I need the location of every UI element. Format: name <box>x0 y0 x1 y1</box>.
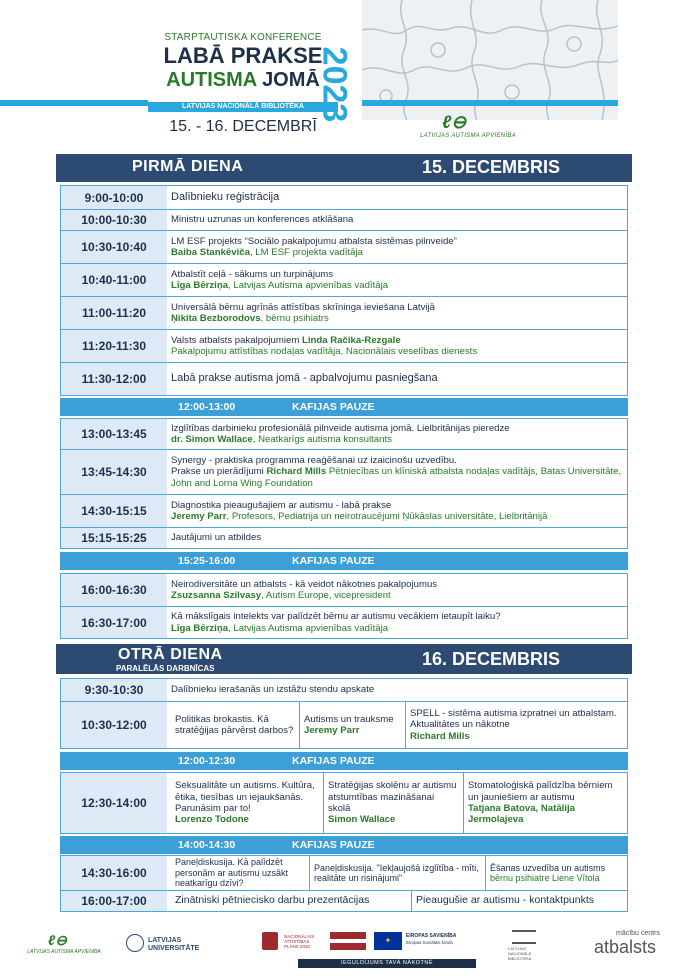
session-title: Zinātniski pētniecisko darbu prezentācijas <box>175 894 370 907</box>
title-dark-word: JOMĀ <box>262 69 320 91</box>
row-content <box>171 186 623 209</box>
session-cell <box>411 891 627 911</box>
laa-logo-top <box>416 112 520 146</box>
row-speaker <box>171 590 623 601</box>
row-content <box>171 210 623 230</box>
conference-year <box>312 32 356 136</box>
lnb-building-icon <box>512 930 536 944</box>
schedule-row <box>60 890 628 912</box>
conference-dates: 15. - 16. DECEMBRĪ <box>169 118 317 135</box>
schedule-row <box>60 606 628 639</box>
footer-laa-logo <box>22 930 106 960</box>
lu-logo-text: LATVIJAS UNIVERSITĀTE <box>148 937 200 952</box>
session-speaker: Jeremy Parr <box>304 725 360 736</box>
row-title: Universālā bērnu agrīnās attīstības skrīninga ieviešana Latvijā <box>171 301 435 313</box>
speaker-role: , Latvijas Autisma apvienības vadītāja <box>228 622 389 634</box>
day1-bar <box>56 154 632 182</box>
row-title: Kā mākslīgais intelekts var palīdzēt bērnu ar autismu vecākiem ietaupīt laiku? <box>171 611 501 623</box>
row-time: 10:40-11:00 <box>61 264 167 296</box>
row-title: Synergy - praktiska programma reaģēšanai uz izaicinošu uzvedību. <box>171 454 457 466</box>
session-title: Paneļdiskusija. Kā palīdzēt personām ar autismu uzsākt neatkarīgu dzīvi? <box>175 857 289 889</box>
row-time: 9:30-10:30 <box>61 679 167 701</box>
row-time: 10:00-10:30 <box>61 210 167 230</box>
session-title: Ēšanas uzvedība un autisms <box>490 862 606 873</box>
coffee-break <box>60 398 628 416</box>
speaker-name: Līga Bērziņa <box>171 280 229 291</box>
break-time: 14:00-14:30 <box>178 839 236 851</box>
lu-seal-icon <box>126 934 144 952</box>
schedule-row <box>60 296 628 330</box>
session-cell <box>171 773 323 833</box>
schedule-row <box>60 772 628 834</box>
schedule-row <box>60 418 628 450</box>
speaker-role: , Latvijas Autisma apvienības vadītāja <box>228 280 389 291</box>
row-title: Labā prakse autisma jomā - apbalvojumu pasniegšana <box>171 372 438 385</box>
row-title: Jautājumi un atbildes <box>171 532 262 544</box>
schedule-row <box>60 263 628 297</box>
row-title: Izglītības darbinieku profesionālā pilnveide autisma jomā. Lielbritānijas pieredze <box>171 422 510 434</box>
row-speaker <box>171 511 623 522</box>
lnb-text: LATVIJAS NACIONĀLĀ BIBLIOTĒKA <box>508 946 532 961</box>
row-title <box>171 335 623 346</box>
speaker-name: dr. Simon Wallace <box>171 434 253 445</box>
day2-date: 16. DECEMBRIS <box>422 649 561 669</box>
row-content <box>171 528 623 548</box>
row-time: 10:30-12:00 <box>61 702 167 748</box>
speaker-role: , bērnu psihiatrs <box>260 313 329 324</box>
session-title: Autisms un trauksme <box>304 713 394 725</box>
row-title: Atbalstīt ceļā - sākums un turpinājums <box>171 268 334 280</box>
break-label: KAFIJAS PAUZE <box>292 839 375 851</box>
speaker-name: Richard Mills <box>266 466 327 478</box>
row-time: 14:30-16:00 <box>61 856 167 890</box>
schedule-row <box>60 573 628 607</box>
library-label: LATVIJAS NACIONĀLĀ BIBLIOTĒKA <box>148 102 338 112</box>
break-label: KAFIJAS PAUZE <box>292 401 375 413</box>
row-time: 11:20-11:30 <box>61 330 167 362</box>
row-time: 11:00-11:20 <box>61 297 167 329</box>
row-time: 9:00-10:00 <box>61 186 167 209</box>
header <box>0 0 674 152</box>
schedule-row <box>60 185 628 210</box>
footer-lu-logo <box>126 930 206 960</box>
day2-label: OTRĀ DIENA <box>118 646 223 663</box>
laa-logo-mark-icon: ℓ⊖ <box>48 932 67 948</box>
schedule-row <box>60 230 628 264</box>
row-content <box>171 495 623 527</box>
day1-label: PIRMĀ DIENA <box>132 158 244 175</box>
schedule-row <box>60 209 628 231</box>
session-cell <box>309 856 485 890</box>
session-title: Seksualitāte un autisms. Kultūra, ētika, tiesības un iejaukšanās. Parunāsim par to! <box>175 780 315 814</box>
row-speaker <box>171 623 623 634</box>
speaker-role: , LM ESF projekta vadītāja <box>249 247 363 258</box>
row-content <box>171 231 623 263</box>
row-time: 16:00-16:30 <box>61 574 167 606</box>
schedule-row <box>60 494 628 528</box>
schedule-row <box>60 855 628 891</box>
nap-text: NACIONĀLAIS ATTĪSTĪBAS PLĀNS 2020 <box>284 934 315 949</box>
row-title-2 <box>171 466 623 489</box>
parallel-sessions <box>171 702 627 748</box>
break-time: 12:00-13:00 <box>178 401 236 413</box>
day2-sublabel: PARALĒLĀS DARBNĪCAS <box>116 664 215 673</box>
latvia-flag-icon <box>330 932 366 950</box>
row-title: LM ESF projekts “Sociālo pakalpojumu atbalsta sistēmas pilnveide” <box>171 235 457 247</box>
session-cell <box>405 702 627 748</box>
year-text: 2023 <box>315 46 354 122</box>
row-speaker <box>171 247 623 258</box>
row-title: Dalībnieku reģistrācija <box>171 190 280 203</box>
row-content <box>171 330 623 362</box>
row-time: 16:00-17:00 <box>61 891 167 911</box>
break-time: 15:25-16:00 <box>178 555 236 567</box>
session-cell <box>171 702 299 748</box>
schedule-row <box>60 701 628 749</box>
row-content <box>171 679 623 701</box>
footer-eu-logo <box>374 930 458 960</box>
speaker-name: Baiba Stankēviča <box>171 247 250 258</box>
footer-lnb-logo <box>508 930 544 960</box>
footer-atbalsts-logo <box>588 930 672 960</box>
session-title: Stratēģijas skolēnu ar autismu atstumtības mazināšanai skolā <box>328 780 457 814</box>
row-title: Ministru uzrunas un konferences atklāšana <box>171 214 354 226</box>
conference-title-line2 <box>148 68 338 92</box>
laa-logo-text: LATVIJAS AUTISMA APVIENĪBA <box>27 949 101 955</box>
parallel-sessions <box>171 773 627 833</box>
session-cell <box>171 856 309 890</box>
row-content <box>171 363 623 395</box>
break-label: KAFIJAS PAUZE <box>292 555 375 567</box>
session-speaker: bērnu psihiatre Liene Vītola <box>490 873 600 883</box>
title-green-word: AUTISMA <box>166 69 257 91</box>
session-cell <box>299 702 405 748</box>
row-time: 15:15-15:25 <box>61 528 167 548</box>
conference-title-line1: LABĀ PRAKSE <box>163 43 323 68</box>
day1-date: 15. DECEMBRIS <box>422 157 561 177</box>
session-cell <box>323 773 463 833</box>
conference-kicker: STARPTAUTISKA KONFERENCE <box>164 32 322 43</box>
row-title: Dalībnieku ierašanās un izstāžu stendu apskate <box>171 684 375 696</box>
coffee-break <box>60 552 628 570</box>
session-speaker: Tatjana Batova, Natālija Jermolajeva <box>468 803 575 826</box>
schedule-row <box>60 449 628 495</box>
parallel-sessions <box>171 856 627 890</box>
row-speaker <box>171 313 623 324</box>
row-speaker <box>171 434 623 445</box>
session-speaker: Richard Mills <box>410 730 470 742</box>
eu-text: EIROPAS SAVIENĪBA <box>406 933 457 939</box>
speaker-role: , Autism Europe, vicepresident <box>261 590 391 601</box>
row-time: 12:30-14:00 <box>61 773 167 833</box>
session-cell <box>463 773 627 833</box>
row-title-text: Valsts atbalsts pakalpojumiem <box>171 334 300 346</box>
eu-flag-icon: ✦ <box>374 932 402 950</box>
break-label: KAFIJAS PAUZE <box>292 755 375 767</box>
schedule-row <box>60 678 628 702</box>
row-content <box>171 297 623 329</box>
break-time: 12:00-12:30 <box>178 755 236 767</box>
footer-nap-logos <box>262 930 372 960</box>
row-content <box>171 607 623 638</box>
atbalsts-text: atbalsts <box>594 937 657 957</box>
speaker-name: Linda Račika-Rezgale <box>302 334 401 346</box>
session-speaker: Simon Wallace <box>328 814 396 826</box>
esf-text: Eiropas Sociālais fonds <box>406 940 453 945</box>
laa-logo-text: LATVIJAS AUTISMA APVIENĪBA <box>419 133 517 139</box>
row-time: 16:30-17:00 <box>61 607 167 638</box>
row-title: Diagnostika pieaugušajiem ar autismu - labā prakse <box>171 499 392 511</box>
parallel-sessions <box>171 891 627 911</box>
row-content <box>171 574 623 606</box>
session-title: SPELL - sistēma autisma izpratnei un atbalstam. Aktualitātes un nākotne <box>410 707 617 731</box>
row-time: 11:30-12:00 <box>61 363 167 395</box>
row-time: 13:00-13:45 <box>61 419 167 449</box>
atbalsts-top-text: mācību centrs <box>616 930 660 937</box>
session-cell <box>485 856 627 890</box>
row-time: 14:30-15:15 <box>61 495 167 527</box>
speaker-role: , Profesors, Pediatrija un neirotraucējumi Ņūkāslas universitāte, Lielbritānijā <box>226 511 548 522</box>
speaker-name: Līga Bērziņa <box>171 622 229 634</box>
speaker-role: , Neatkarīgs autisma konsultants <box>252 434 392 445</box>
day2-bar <box>56 644 632 674</box>
schedule-row <box>60 527 628 549</box>
session-cell <box>171 891 411 911</box>
row-content <box>171 419 623 449</box>
session-title: Paneļdiskusija. "Iekļaujošā izglītība - mīti, realitāte un risinājumi" <box>314 862 479 883</box>
session-speaker: Lorenzo Todone <box>175 814 249 826</box>
schedule-row <box>60 329 628 363</box>
coat-of-arms-icon <box>262 932 278 950</box>
session-title: Politikas brokastis. Kā stratēģijas pārvērst darbos? <box>175 713 294 736</box>
row-title-2-text: Prakse un pierādījumi <box>171 466 264 478</box>
session-title: Pieaugušie ar autismu - kontaktpunkts <box>416 894 595 907</box>
row-content <box>171 450 623 494</box>
row-time: 10:30-10:40 <box>61 231 167 263</box>
coffee-break <box>60 836 628 854</box>
speaker-name: Jeremy Parr <box>171 511 227 522</box>
row-speaker <box>171 280 623 291</box>
puzzle-image <box>362 0 618 120</box>
footer-tagline: IEGULDĪJUMS TAVĀ NĀKOTNĒ <box>298 959 476 968</box>
row-time: 13:45-14:30 <box>61 450 167 494</box>
coffee-break <box>60 752 628 770</box>
speaker-role: Pakalpojumu attīstības nodaļas vadītāja, Nacionālais veselības dienests <box>171 346 478 357</box>
speaker-name: Zsuzsanna Szilvasy <box>171 590 262 601</box>
row-title: Neirodiversitāte un atbalsts - kā veidot nākotnes pakalpojumus <box>171 578 438 590</box>
laa-logo-mark-icon: ℓ⊖ <box>442 112 467 132</box>
schedule-row <box>60 362 628 396</box>
session-title: Stomatoloģiskā palīdzība bērniem un jauniešiem ar autismu <box>468 780 613 803</box>
speaker-role: Pētniecības un klīniskā atbalsta nodaļas vadītājs, Batas Universitāte, John and Lorna Wing Foundation <box>171 466 622 489</box>
row-content <box>171 264 623 296</box>
header-stripe-left <box>0 100 148 106</box>
speaker-name: Ņikita Bezborodovs <box>171 313 261 324</box>
